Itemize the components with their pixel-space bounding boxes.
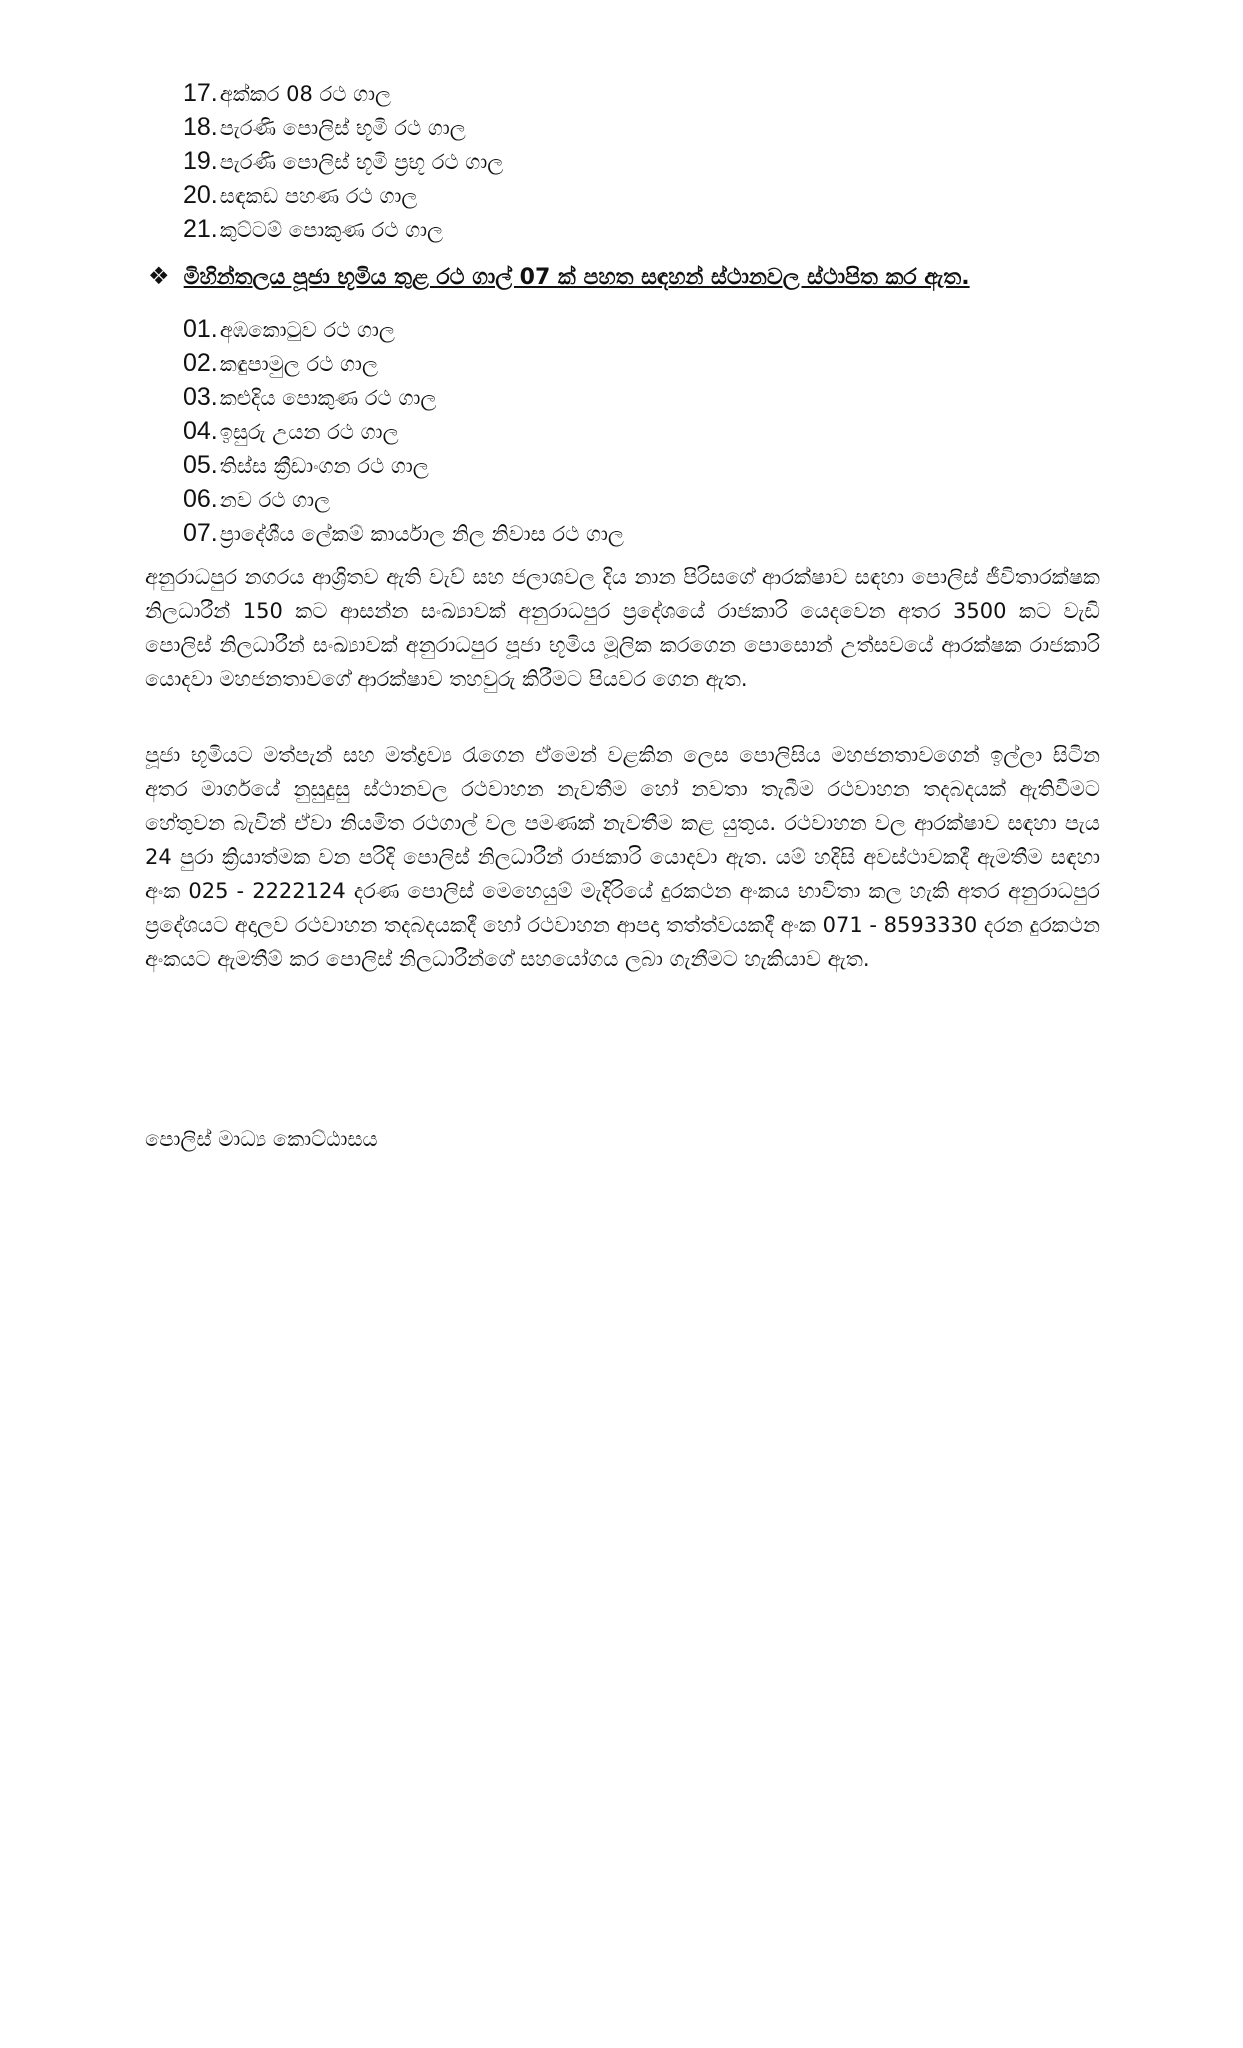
list-text: පැරණි පොලිස් භූමි රථ ගාල (219, 116, 466, 140)
list-number: 03. (183, 383, 218, 411)
signoff-police-media-division: පොලිස් මාධ්‍ය කොට්ඨාසය (145, 1127, 378, 1151)
list-text: සඳකඩ පහණ රථ ගාල (219, 184, 418, 208)
list-text: පැරණි පොලිස් භූමි ප්‍රභූ රථ ගාල (219, 150, 504, 174)
list-item (183, 110, 503, 144)
list-item (183, 380, 624, 414)
list-text: කඳුපාමුල රථ ගාල (219, 352, 378, 376)
mihintale-heading (148, 262, 970, 290)
list-text: තිස්ස ක්‍රීඩාංගන රථ ගාල (219, 454, 429, 478)
list-number: 18. (183, 113, 218, 141)
list-number: 05. (183, 451, 218, 479)
list-number: 07. (183, 519, 218, 547)
mihintale-heading-text: මිහින්තලය පූජා භූමිය තුළ රථ ගාල් 07 ක් පහත සඳහන් ස්ථානවල ස්ථාපිත කර ඇත. (183, 265, 970, 290)
list-item (183, 76, 503, 110)
list-item (183, 212, 503, 246)
list-number: 21. (183, 215, 218, 243)
list-text: ප්‍රාදේශීය ලේකම් කාර්යාල නිල නිවාස රථ ගාල (219, 522, 624, 546)
list-text: අඹකොටුව රථ ගාල (219, 318, 395, 342)
list-item (183, 346, 624, 380)
list-item (183, 482, 624, 516)
list-text: කළුදිය පොකුණ රථ ගාල (219, 386, 437, 410)
mihintale-parking-list (183, 312, 624, 550)
paragraph-lifeguards: අනුරාධපුර නගරය ආශ්‍රිතව ඇති වැව් සහ ජලාශවල දිය නාන පිරිසගේ ආරක්ෂාව සඳහා පොලිස් ජීවිතාරක්ෂක නිලධාරීන් 150 කට ආසන්න සංඛ්‍යාවක් අනුරාධපුර ප්‍රදේශයේ රාජකාරි යෙදවෙන අතර 3500 කට වැඩි පොලිස් නිලධාරීන් සංඛ්‍යාවක් අනුරාධපුර පූජා භූමිය මූලික කරගෙන පොසොන් උත්සවයේ ආරක්ෂක රාජකාරි යොදවා මහජනතාවගේ ආරක්ෂාව තහවුරු කිරීමට පියවර ගෙන ඇත. (145, 565, 1100, 691)
paragraph-traffic-advice: පූජා භූමියට මත්පැන් සහ මත්ද්‍රව්‍ය රැගෙන ඒමෙන් වළකින ලෙස පොලිසිය මහජනතාවගෙන් ඉල්ලා සිටින අතර මාර්ගයේ නුසුදුසු ස්ථානවල රථවාහන නැවතීම හෝ නවතා තැබීම රථවාහන තදබදයක් ඇතිවීමට හේතුවන බැවින් ඒවා නියමිත රථගාල් වල පමණක් නැවතීම කළ යුතුය. රථවාහන වල ආරක්ෂාව සඳහා පැය 24 පුරා ක්‍රියාත්මක වන පරිදි පොලිස් නිලධාරීන් රාජකාරි යොදවා ඇත. යම් හදිසි අවස්ථාවකදී ඇමතීම සඳහා අංක 025 - 2222124 දරණ පොලිස් මෙහෙයුම් මැදිරියේ දුරකථන අංකය භාවිතා කල හැකි අතර අනුරාධපුර ප්‍රදේශයට අදාලව රථවාහන තදබදයකදී හෝ රථවාහන ආපදා තත්ත්වයකදී අංක 071 - 8593330 දරන දුරකථන අංකයට ඇමතීම් කර පොලිස් නිලධාරීන්ගේ සහයෝගය ලබා ගැනීමට හැකියාව ඇත. (145, 743, 1100, 971)
list-text: කුට්ටම් පොකුණ රථ ගාල (219, 218, 444, 242)
list-item (183, 448, 624, 482)
diamond-bullet-icon: ❖ (148, 262, 170, 290)
list-text: නව රථ ගාල (219, 488, 331, 512)
list-number: 04. (183, 417, 218, 445)
list-item (183, 312, 624, 346)
list-number: 02. (183, 349, 218, 377)
list-number: 20. (183, 181, 218, 209)
parking-list-continued (183, 76, 503, 246)
list-item (183, 414, 624, 448)
list-text: අක්කර 08 රථ ගාල (219, 82, 392, 106)
list-number: 17. (183, 79, 218, 107)
list-number: 01. (183, 315, 218, 343)
list-item (183, 178, 503, 212)
list-item (183, 516, 624, 550)
list-item (183, 144, 503, 178)
list-number: 19. (183, 147, 218, 175)
list-text: ඉසුරු උයන රථ ගාල (219, 420, 399, 444)
list-number: 06. (183, 485, 218, 513)
